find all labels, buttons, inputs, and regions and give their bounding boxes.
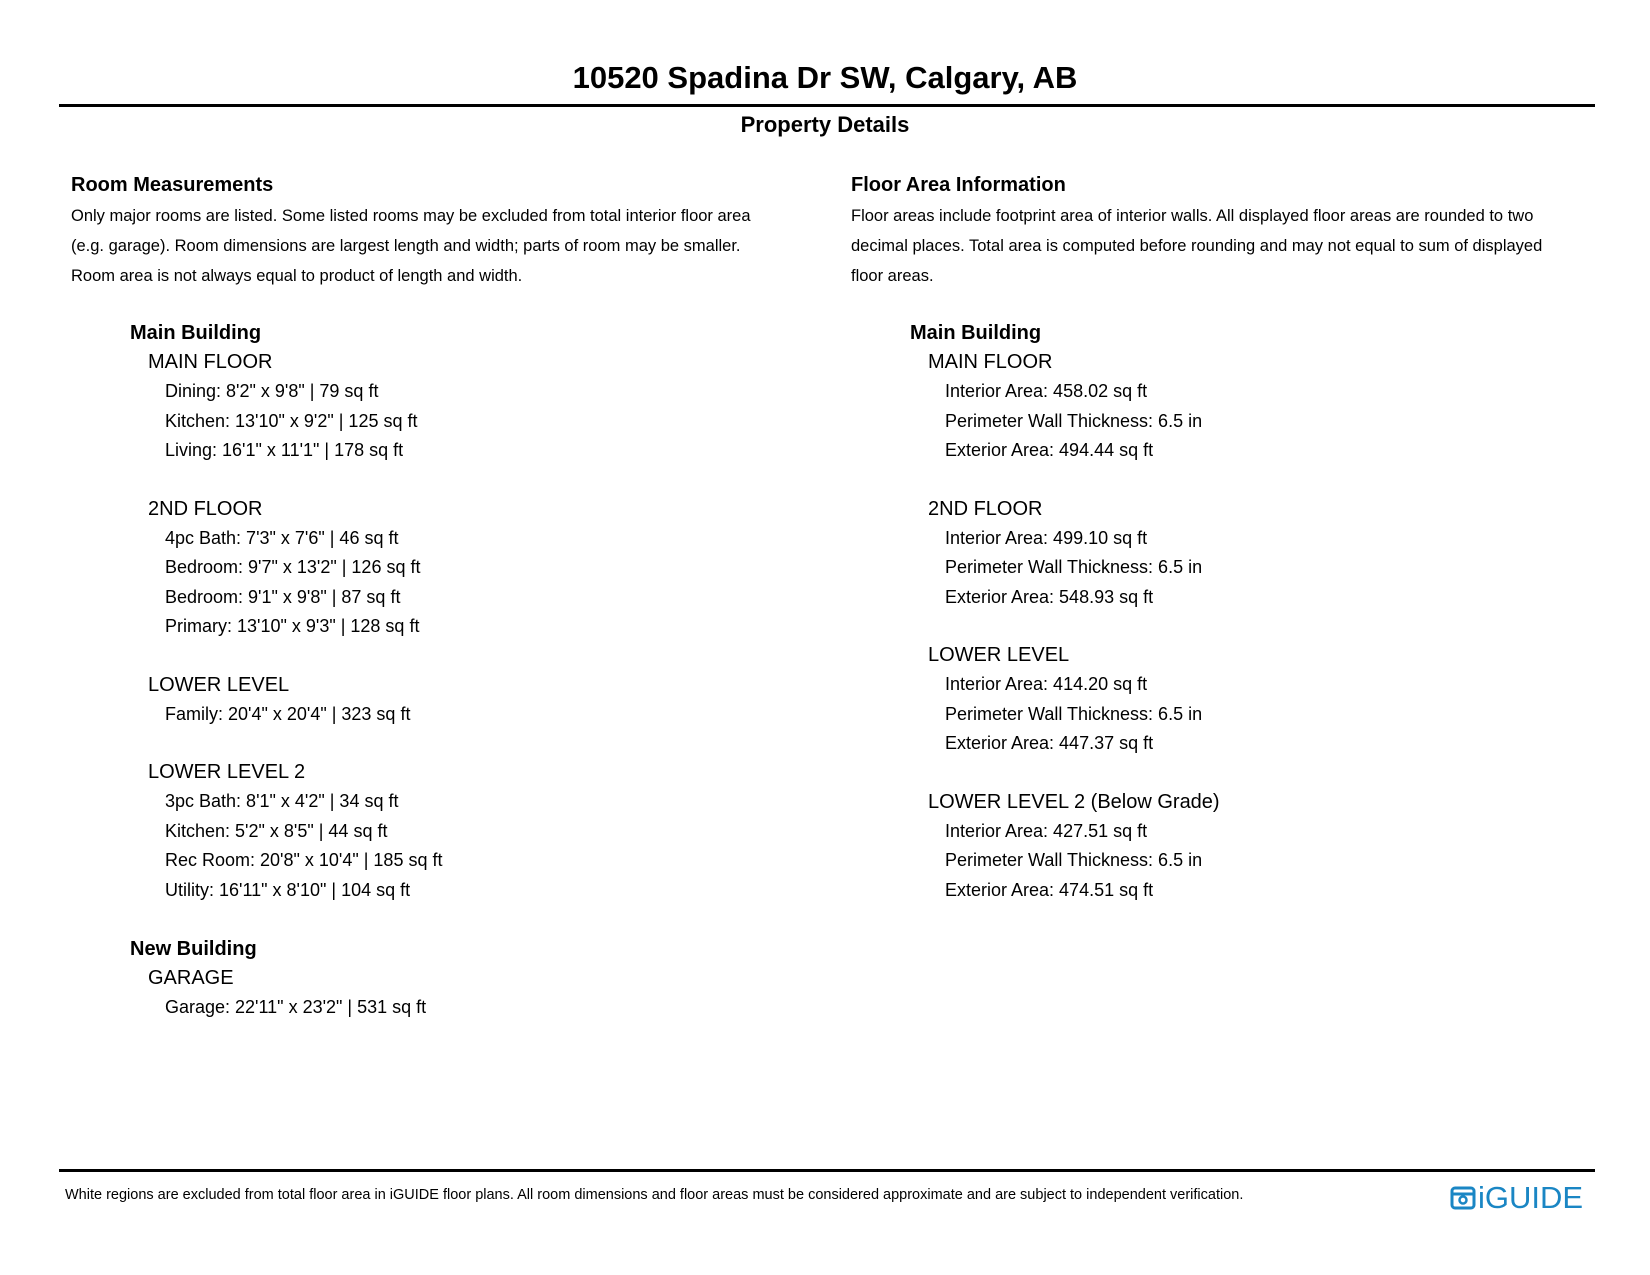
description-line: Room area is not always equal to product of length and width. [71, 267, 523, 285]
measurement-line: Perimeter Wall Thickness: 6.5 in [945, 557, 1203, 577]
floor-title: LOWER LEVEL 2 (Below Grade) [928, 790, 1220, 813]
floor-title: 2ND FLOOR [928, 497, 1043, 520]
floor-group [851, 348, 1596, 466]
floor-title: LOWER LEVEL 2 [148, 761, 306, 783]
building-list [71, 318, 816, 1023]
logo-text: iGUIDE [1478, 1180, 1584, 1215]
measurement-line: Kitchen: 5'2" x 8'5" | 44 sq ft [165, 820, 388, 841]
floor-group [71, 348, 816, 466]
floor-group [71, 758, 816, 905]
section-description [71, 201, 816, 291]
measurement-line: Utility: 16'11" x 8'10" | 104 sq ft [165, 879, 411, 900]
floor-title: LOWER LEVEL [148, 673, 290, 696]
measurement-line: Dining: 8'2" x 9'8" | 79 sq ft [165, 381, 379, 401]
header-divider [59, 104, 1595, 107]
floor-title: MAIN FLOOR [928, 351, 1053, 373]
building-title: Main Building [130, 322, 262, 344]
measurement-line: Interior Area: 499.10 sq ft [945, 527, 1148, 548]
building-group [851, 318, 1596, 905]
measurement-line: Exterior Area: 548.93 sq ft [945, 586, 1154, 607]
description-line: Only major rooms are listed. Some listed rooms may be excluded from total interior floor area [71, 207, 751, 225]
floor-area-section [851, 170, 1596, 934]
measurement-line: Bedroom: 9'7" x 13'2" | 126 sq ft [165, 557, 421, 577]
floor-title: 2ND FLOOR [148, 497, 263, 520]
building-group [71, 934, 816, 1023]
section-title: Room Measurements [71, 174, 274, 196]
floor-group [851, 641, 1596, 759]
measurement-line: Kitchen: 13'10" x 9'2" | 125 sq ft [165, 410, 418, 431]
building-list [851, 318, 1596, 905]
measurement-line: Interior Area: 414.20 sq ft [945, 674, 1148, 694]
measurement-line: Exterior Area: 474.51 sq ft [945, 879, 1154, 900]
measurement-line: Bedroom: 9'1" x 9'8" | 87 sq ft [165, 586, 401, 607]
building-title: New Building [130, 938, 257, 960]
measurement-line: Primary: 13'10" x 9'3" | 128 sq ft [165, 616, 420, 636]
building-title: Main Building [910, 322, 1042, 344]
floor-group [71, 671, 816, 730]
floor-group [71, 495, 816, 642]
floor-title: GARAGE [148, 967, 234, 989]
measurement-line: 3pc Bath: 8'1" x 4'2" | 34 sq ft [165, 791, 399, 811]
floor-title: MAIN FLOOR [148, 351, 273, 373]
measurement-line: Perimeter Wall Thickness: 6.5 in [945, 410, 1203, 431]
description-line: (e.g. garage). Room dimensions are largest length and width; parts of room may be smaller. [71, 237, 741, 255]
room-measurements-section [71, 170, 816, 1052]
footer-divider [59, 1169, 1595, 1172]
measurement-line: Perimeter Wall Thickness: 6.5 in [945, 850, 1203, 870]
section-description [851, 201, 1596, 291]
building-group [71, 318, 816, 905]
page-subtitle: Property Details [740, 112, 910, 137]
footer-disclaimer: White regions are excluded from total floor area in iGUIDE floor plans. All room dimensions and floor areas must be considered approximate and are subject to independent verification. [65, 1187, 1244, 1203]
description-line: decimal places. Total area is computed before rounding and may not equal to sum of displayed [851, 237, 1543, 255]
measurement-line: Exterior Area: 447.37 sq ft [945, 733, 1154, 753]
floor-group [851, 788, 1596, 906]
measurement-line: Family: 20'4" x 20'4" | 323 sq ft [165, 703, 411, 724]
measurement-line: Perimeter Wall Thickness: 6.5 in [945, 703, 1203, 724]
iguide-logo [1450, 1180, 1583, 1216]
measurement-line: Interior Area: 427.51 sq ft [945, 820, 1148, 841]
description-line: floor areas. [851, 267, 934, 285]
measurement-line: Rec Room: 20'8" x 10'4" | 185 sq ft [165, 850, 443, 870]
floor-title: LOWER LEVEL [928, 644, 1070, 666]
page-title: 10520 Spadina Dr SW, Calgary, AB [572, 60, 1078, 95]
floor-group [851, 495, 1596, 613]
measurement-line: 4pc Bath: 7'3" x 7'6" | 46 sq ft [165, 527, 399, 548]
measurement-line: Exterior Area: 494.44 sq ft [945, 440, 1154, 460]
measurement-line: Living: 16'1" x 11'1" | 178 sq ft [165, 440, 404, 460]
measurement-line: Garage: 22'11" x 23'2" | 531 sq ft [165, 997, 427, 1017]
section-title: Floor Area Information [851, 174, 1066, 196]
measurement-line: Interior Area: 458.02 sq ft [945, 381, 1148, 401]
description-line: Floor areas include footprint area of interior walls. All displayed floor areas are rounded to two [851, 207, 1534, 225]
camera-icon [1450, 1185, 1476, 1211]
floor-group [71, 964, 816, 1023]
